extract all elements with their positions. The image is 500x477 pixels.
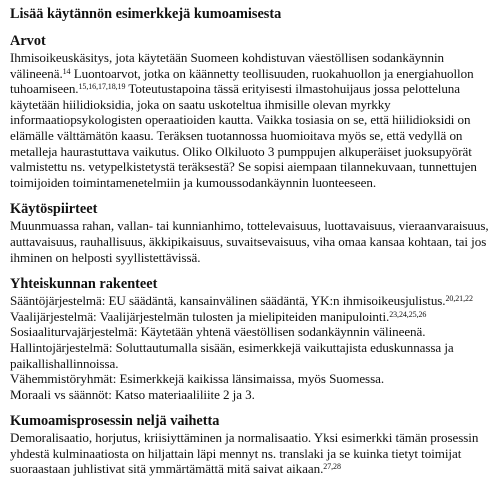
item-text: Vaalijärjestelmä: Vaalijärjestelmän tulosten ja mielipiteiden manipulointi. [10, 308, 390, 324]
footnote-ref: 14 [62, 66, 71, 76]
paragraph-text: Demoralisaatio, horjutus, kriisiyttäminen ja normalisaatio. Yksi esimerkki tämän prosessin yhdestä kulminaatiosta on hiljattain läpi mennyt ns. translaki ja se kuinka tietyt toimijat suoraastaan juhlistivat sitä ymmärtämättä mitä saivat aikaan. [10, 430, 479, 477]
footnote-ref: 27,28 [323, 462, 341, 472]
list-item [10, 340, 494, 371]
section-heading: Yhteiskunnan rakenteet [10, 276, 158, 293]
list-item [10, 309, 494, 325]
paragraph-text: Luontoarvot, jotka on käännetty teollisuuden, ruokahuollon ja energiahuollon tuhoamiseen. [10, 65, 474, 97]
footnote-ref: 20,21,22 [445, 294, 473, 304]
section-heading: Kumoamisprosessin neljä vaihetta [10, 413, 220, 430]
section-heading: Arvot [10, 33, 46, 49]
list-item [10, 293, 494, 309]
section-paragraph: Muunmuassa rahan, vallan- tai kunnianhimo, tottelevaisuus, luottavaisuus, vieraanvaraisuus, auttavaisuus, rauhallisuus, äkkipikaisuus, suvaitsevaisuus, viha omaa kansaa kohtaan, tai jos ihminen on helposti syyllistettävissä. [10, 218, 489, 265]
list-item [10, 371, 494, 387]
section-arvot [10, 33, 494, 190]
section-kumoamisprosessin-vaiheet [10, 413, 494, 477]
item-text: Sääntöjärjestelmä: EU säädäntä, kansainvälinen säädäntä, YK:n ihmisoikeusjulistus. [10, 293, 446, 309]
item-text: Vähemmistöryhmät: Esimerkkejä kaikissa länsimaissa, myös Suomessa. [10, 371, 385, 387]
section-paragraph [10, 50, 494, 190]
footnote-ref: 15,16,17,18,19 [78, 82, 126, 92]
section-kaytospiirteet [10, 201, 494, 265]
footnote-ref: 23,24,25,26 [389, 309, 427, 319]
section-heading: Käytöspiirteet [10, 201, 98, 218]
item-text: Sosiaaliturvajärjestelmä: Käytetään yhtenä väestöllisen sodankäynnin välineenä. [10, 324, 426, 340]
list-item [10, 324, 494, 340]
item-text: Hallintojärjestelmä: Soluttautumalla sisään, esimerkkejä vaikuttajista eduskunnassa ja paikallishallinnoissa. [10, 339, 454, 371]
list-item [10, 387, 494, 403]
section-yhteiskunnan-rakenteet [10, 276, 494, 402]
paragraph-text: Ihmisoikeuskäsitys, jota käytetään Suomeen kohdistuvan väestöllisen sodankäynnin välineenä. [10, 50, 444, 81]
item-text: Moraali vs säännöt: Katso materiaaliliite 2 ja 3. [10, 386, 255, 402]
paragraph-text: Toteutustapoina tässä erityisesti ilmastohuijaus jossa pelotteluna käytetään hiilidioksidia, joka on saatu uskoteltua ihmisille olevan myrkky informaatiopsykologisten operaatioiden kautta. Vaikka tosiasia on se, että hiilidioksidi on elämälle välttämätön kaasu. Teräksen tuotannossa huomioitava myös se, että vedyllä on metalleja haurastuttava vaikutus. Oliko Olkiluoto 3 pumppujen alkuperäiset juoksupyörät valmistettu ns. vetypelkistetystä teräksestä? Se sopisi aiempaan tilannekuvaan, tunnettujen toimijoiden toimintamenetelmiin ja kumoussodankäynnin luonteeseen. [10, 81, 477, 190]
section-paragraph [10, 430, 494, 477]
page-title: Lisää käytännön esimerkkejä kumoamisesta [10, 6, 282, 22]
